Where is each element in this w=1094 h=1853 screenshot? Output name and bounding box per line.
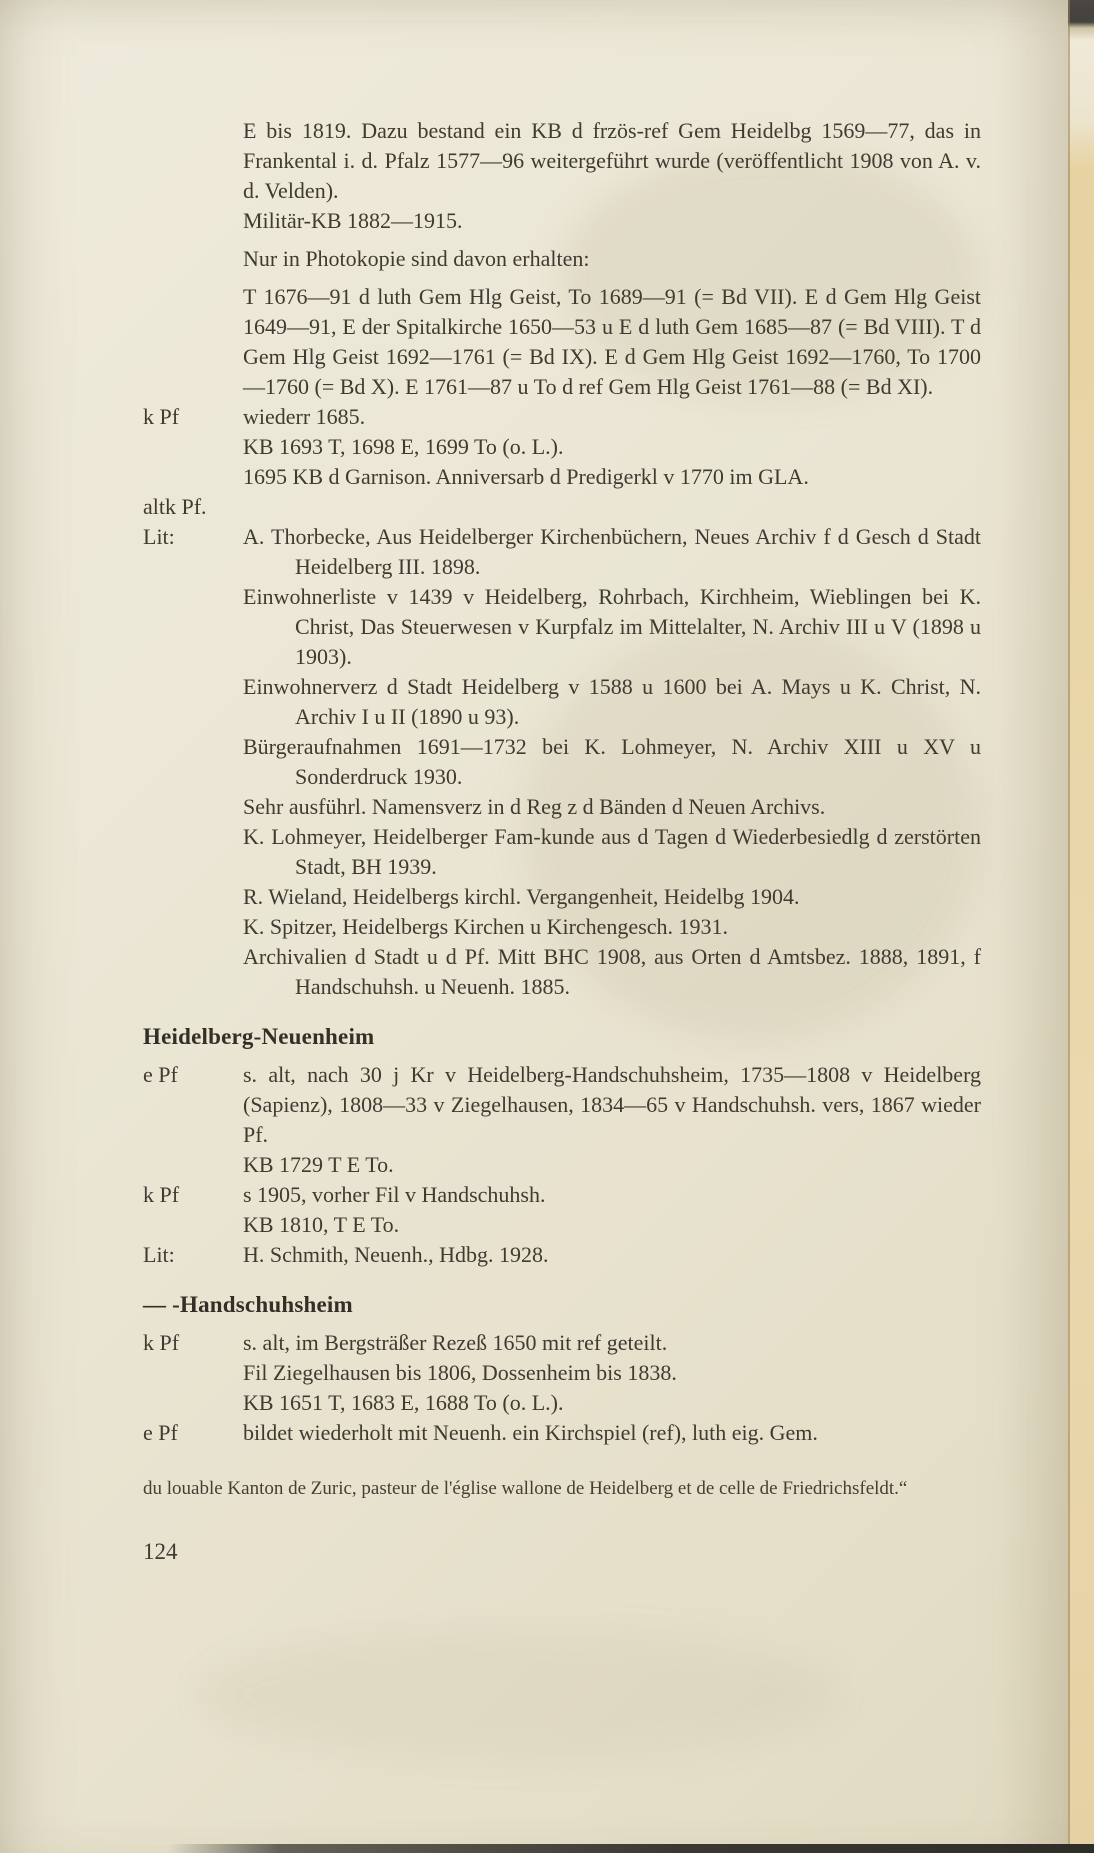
entry-body (243, 492, 981, 522)
entry-row (143, 492, 981, 522)
scan-bottom-edge (168, 1844, 1094, 1853)
entry-body (243, 402, 981, 492)
entry-label: k Pf (143, 1330, 180, 1355)
entry-row (143, 244, 981, 274)
entry-paragraph: Einwohnerverz d Stadt Heidelberg v 1588 u 1600 bei A. Mays u K. Christ, N. Archiv I u II (1890 u 93). (243, 674, 981, 729)
entry-paragraph: bildet wiederholt mit Neuenh. ein Kirchspiel (ref), luth eig. Gem. (243, 1420, 818, 1445)
entry-body (243, 282, 981, 402)
entry-body (243, 1180, 981, 1240)
entry-body (243, 1328, 981, 1418)
paper-bleedthrough-blot (200, 1630, 840, 1760)
entry-body (243, 1060, 981, 1180)
entry-label: k Pf (143, 1182, 180, 1207)
entry-row (143, 522, 981, 1002)
entry-paragraph: Einwohnerliste v 1439 v Heidelberg, Rohrbach, Kirchheim, Wieblingen bei K. Christ, Das Steuerwesen v Kurpfalz im Mittelalter, N. Archiv III u V (1898 u 1903). (243, 584, 981, 669)
entry-label: altk Pf. (143, 494, 207, 519)
entry-paragraph: Sehr ausführl. Namensverz in d Reg z d Bänden d Neuen Archivs. (243, 794, 826, 819)
entry-paragraph: T 1676—91 d luth Gem Hlg Geist, To 1689—91 (= Bd VII). E d Gem Hlg Geist 1649—91, E der Spitalkirche 1650—53 u E d luth Gem 1685—87 (= Bd VIII). T d Gem Hlg Geist 1692—1761 (= Bd IX). E d Gem Hlg Geist 1692—1760, To 1700—1760 (= Bd X). E 1761—87 u To d ref Gem Hlg Geist 1761—88 (= Bd XI). (243, 284, 981, 399)
entry-body (243, 1240, 981, 1270)
entry-paragraph: s 1905, vorher Fil v Handschuhsh. (243, 1182, 546, 1207)
entry-label (143, 244, 243, 274)
entry-row (143, 282, 981, 402)
entry-row (143, 1328, 981, 1418)
entry-body (243, 522, 981, 1002)
entry-paragraph: KB 1810, T E To. (243, 1212, 400, 1237)
entry-body (243, 206, 981, 236)
entry-label (143, 206, 243, 236)
entry-paragraph: Bürgeraufnahmen 1691—1732 bei K. Lohmeyer, N. Archiv XIII u XV u Sonderdruck 1930. (243, 734, 981, 789)
entry-body (243, 1418, 981, 1448)
entry-label (143, 282, 243, 402)
entry-label: e Pf (143, 1420, 178, 1445)
entry-label (143, 116, 243, 206)
page-edge-strip (1068, 0, 1094, 1853)
footnote-text: du louable Kanton de Zuric, pasteur de l'église wallone de Heidelberg et de celle de Friedrichsfeldt.“ (143, 1478, 908, 1499)
section-heading-neuenheim: Heidelberg-Neuenheim (143, 1024, 375, 1049)
entry-row (143, 206, 981, 236)
entry-row (143, 1180, 981, 1240)
entry-label: Lit: (143, 1242, 175, 1267)
page-curvature-shadow (1000, 0, 1070, 1853)
entry-paragraph: K. Lohmeyer, Heidelberger Fam-kunde aus d Tagen d Wiederbesiedlg d zerstörten Stadt, BH 1939. (243, 824, 981, 879)
section-handschuhsheim-entries (143, 1328, 981, 1448)
entry-paragraph: H. Schmith, Neuenh., Hdbg. 1928. (243, 1242, 549, 1267)
entry-paragraph: 1695 KB d Garnison. Anniversarb d Predigerkl v 1770 im GLA. (243, 464, 809, 489)
entry-paragraph: Militär-KB 1882—1915. (243, 208, 463, 233)
entry-body (243, 116, 981, 206)
entry-paragraph: E bis 1819. Dazu bestand ein KB d frzös-ref Gem Heidelbg 1569—77, das in Frankental i. d. Pfalz 1577—96 weitergeführt wurde (veröffentlicht 1908 von A. v. d. Velden). (243, 118, 981, 203)
entry-row (143, 1240, 981, 1270)
entry-paragraph: KB 1729 T E To. (243, 1152, 394, 1177)
entry-paragraph: Nur in Photokopie sind davon erhalten: (243, 246, 590, 271)
entry-paragraph: s. alt, nach 30 j Kr v Heidelberg-Handschuhsheim, 1735—1808 v Heidelberg (Sapienz), 1808—33 v Ziegelhausen, 1834—65 v Handschuhsh. vers, 1867 wieder Pf. (243, 1062, 981, 1147)
entry-paragraph: Archivalien d Stadt u d Pf. Mitt BHC 1908, aus Orten d Amtsbez. 1888, 1891, f Handschuhsh. u Neuenh. 1885. (243, 944, 981, 999)
entry-paragraph: R. Wieland, Heidelbergs kirchl. Vergangenheit, Heidelbg 1904. (243, 884, 800, 909)
entry-row (143, 1418, 981, 1448)
entry-paragraph: A. Thorbecke, Aus Heidelberger Kirchenbüchern, Neues Archiv f d Gesch d Stadt Heidelberg III. 1898. (243, 524, 981, 579)
entry-paragraph: K. Spitzer, Heidelbergs Kirchen u Kirchengesch. 1931. (243, 914, 729, 939)
entry-label: e Pf (143, 1062, 178, 1087)
entry-paragraph: KB 1651 T, 1683 E, 1688 To (o. L.). (243, 1390, 564, 1415)
section-heidelberg-entries (143, 116, 981, 1002)
section-neuenheim-entries (143, 1060, 981, 1270)
page-number: 124 (143, 1539, 178, 1564)
entry-paragraph: KB 1693 T, 1698 E, 1699 To (o. L.). (243, 434, 564, 459)
entry-paragraph: wiederr 1685. (243, 404, 366, 429)
page-content (143, 116, 981, 1566)
entry-body (243, 244, 981, 274)
entry-row (143, 1060, 981, 1180)
entry-paragraph: s. alt, im Bergsträßer Rezeß 1650 mit ref geteilt. (243, 1330, 668, 1355)
entry-paragraph: Fil Ziegelhausen bis 1806, Dossenheim bis 1838. (243, 1360, 677, 1385)
entry-label: Lit: (143, 524, 175, 549)
section-heading-handschuhsheim: — -Handschuhsheim (143, 1292, 353, 1317)
entry-label: k Pf (143, 404, 180, 429)
entry-row (143, 116, 981, 206)
entry-row (143, 402, 981, 492)
footnote (143, 1478, 990, 1500)
